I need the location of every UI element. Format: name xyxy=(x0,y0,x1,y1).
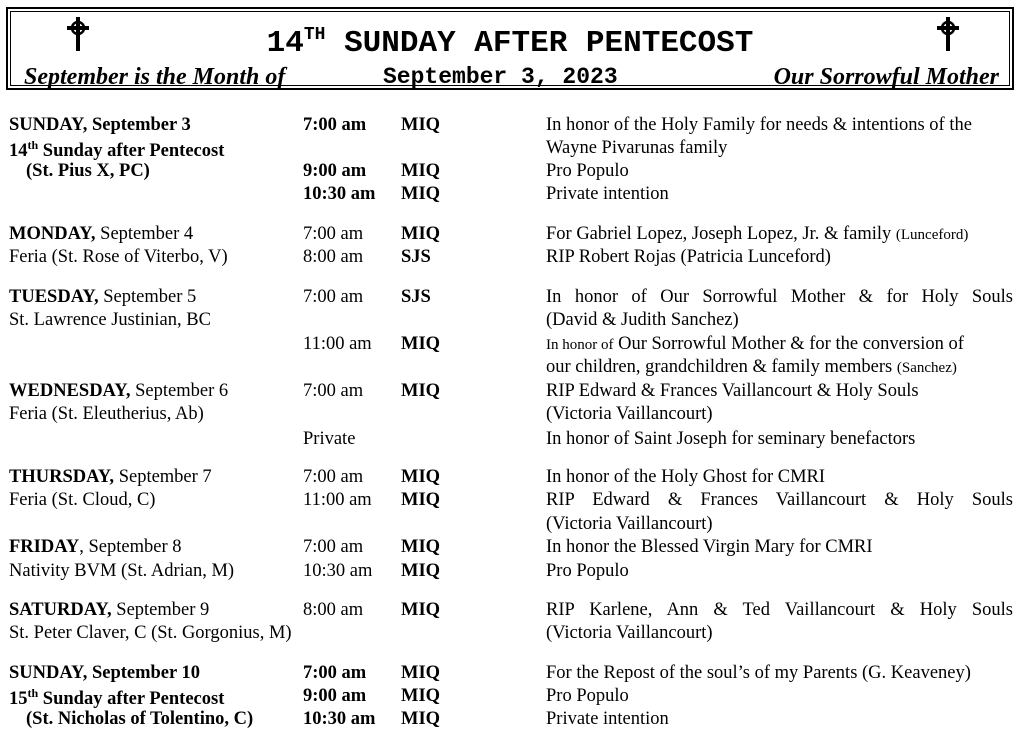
mass-intention-cont: Wayne Pivarunas family xyxy=(546,138,728,158)
mass-intention-cont: (Victoria Vaillancourt) xyxy=(546,404,713,424)
mass-location: MIQ xyxy=(401,686,441,706)
mass-time: 7:00 am xyxy=(303,287,364,307)
mass-location: MIQ xyxy=(401,161,441,181)
feast-name: 14th Sunday after Pentecost xyxy=(9,138,225,161)
mass-location: MIQ xyxy=(401,600,441,620)
mass-time: 9:00 am xyxy=(303,161,367,181)
day-heading: WEDNESDAY, September 6 xyxy=(9,381,229,401)
mass-time: 7:00 am xyxy=(303,663,367,683)
feast-name: St. Peter Claver, C (St. Gorgonius, M) xyxy=(9,623,292,643)
mass-location: MIQ xyxy=(401,537,441,557)
bulletin-header xyxy=(6,7,1014,90)
mass-location: MIQ xyxy=(401,334,441,354)
mass-time: 11:00 am xyxy=(303,334,372,354)
mass-intention: Private intention xyxy=(546,709,669,729)
mass-intention: RIP Robert Rojas (Patricia Lunceford) xyxy=(546,247,831,267)
mass-intention: Pro Populo xyxy=(546,561,629,581)
feast-name: St. Lawrence Justinian, BC xyxy=(9,310,211,330)
month-label: September is the Month of xyxy=(24,64,286,90)
mass-location: MIQ xyxy=(401,561,441,581)
mass-intention: For the Repost of the soul’s of my Parents (G. Keaveney) xyxy=(546,663,971,683)
mass-location: MIQ xyxy=(401,490,441,510)
mass-time: 9:00 am xyxy=(303,686,367,706)
day-heading: SUNDAY, September 3 xyxy=(9,115,191,135)
mass-location: SJS xyxy=(401,247,431,267)
mass-location: MIQ xyxy=(401,709,441,729)
mass-time: 8:00 am xyxy=(303,247,364,267)
mass-time: 7:00 am xyxy=(303,537,364,557)
mass-time: 10:30 am xyxy=(303,184,376,204)
mass-intention: RIP Karlene, Ann & Ted Vaillancourt & Holy Souls xyxy=(546,600,1013,620)
day-heading: THURSDAY, September 7 xyxy=(9,467,212,487)
mass-intention: In honor of Saint Joseph for seminary benefactors xyxy=(546,429,916,449)
mass-intention: RIP Edward & Frances Vaillancourt & Holy Souls xyxy=(546,381,919,401)
mass-intention: For Gabriel Lopez, Joseph Lopez, Jr. & family (Lunceford) xyxy=(546,224,969,244)
mass-intention: In honor the Blessed Virgin Mary for CMRI xyxy=(546,537,873,557)
mass-time: 7:00 am xyxy=(303,467,364,487)
mass-intention-cont: (Victoria Vaillancourt) xyxy=(546,514,713,534)
mass-time: 7:00 am xyxy=(303,115,367,135)
day-heading: SATURDAY, September 9 xyxy=(9,600,210,620)
mass-intention: In honor of the Holy Family for needs & intentions of the xyxy=(546,115,972,135)
mass-time: Private xyxy=(303,429,356,449)
day-heading: TUESDAY, September 5 xyxy=(9,287,197,307)
mass-intention-cont: (David & Judith Sanchez) xyxy=(546,310,739,330)
mass-location: MIQ xyxy=(401,115,441,135)
saint-name: (St. Nicholas of Tolentino, C) xyxy=(26,709,254,729)
day-heading: FRIDAY, September 8 xyxy=(9,537,182,557)
mass-intention-cont: our children, grandchildren & family members (Sanchez) xyxy=(546,357,957,377)
mass-intention: RIP Edward & Frances Vaillancourt & Holy Souls xyxy=(546,490,1013,510)
page-title: 14TH SUNDAY AFTER PENTECOST xyxy=(266,25,754,61)
feast-name: 15th Sunday after Pentecost xyxy=(9,686,225,709)
mass-intention: Pro Populo xyxy=(546,161,629,181)
bulletin-date: September 3, 2023 xyxy=(383,64,618,90)
mass-location: MIQ xyxy=(401,224,441,244)
mass-time: 7:00 am xyxy=(303,224,364,244)
feast-name: Feria (St. Rose of Viterbo, V) xyxy=(9,247,228,267)
mass-time: 11:00 am xyxy=(303,490,372,510)
feast-name: Feria (St. Eleutherius, Ab) xyxy=(9,404,204,424)
month-dedication: Our Sorrowful Mother xyxy=(773,64,999,90)
mass-time: 8:00 am xyxy=(303,600,364,620)
mass-location: MIQ xyxy=(401,184,441,204)
mass-location: MIQ xyxy=(401,381,441,401)
mass-intention-cont: (Victoria Vaillancourt) xyxy=(546,623,713,643)
saint-name: (St. Pius X, PC) xyxy=(26,161,150,181)
day-heading: SUNDAY, September 10 xyxy=(9,663,201,683)
day-heading: MONDAY, September 4 xyxy=(9,224,194,244)
mass-location: MIQ xyxy=(401,663,441,683)
mass-time: 10:30 am xyxy=(303,709,376,729)
feast-name: Feria (St. Cloud, C) xyxy=(9,490,156,510)
mass-intention: In honor of Our Sorrowful Mother & for Holy Souls xyxy=(546,287,1013,307)
mass-time: 7:00 am xyxy=(303,381,364,401)
mass-time: 10:30 am xyxy=(303,561,373,581)
mass-intention: In honor of Our Sorrowful Mother & for the conversion of xyxy=(546,334,964,354)
mass-intention: Private intention xyxy=(546,184,669,204)
mass-intention: In honor of the Holy Ghost for CMRI xyxy=(546,467,826,487)
mass-location: MIQ xyxy=(401,467,441,487)
mass-location: SJS xyxy=(401,287,431,307)
feast-name: Nativity BVM (St. Adrian, M) xyxy=(9,561,235,581)
mass-intention: Pro Populo xyxy=(546,686,629,706)
